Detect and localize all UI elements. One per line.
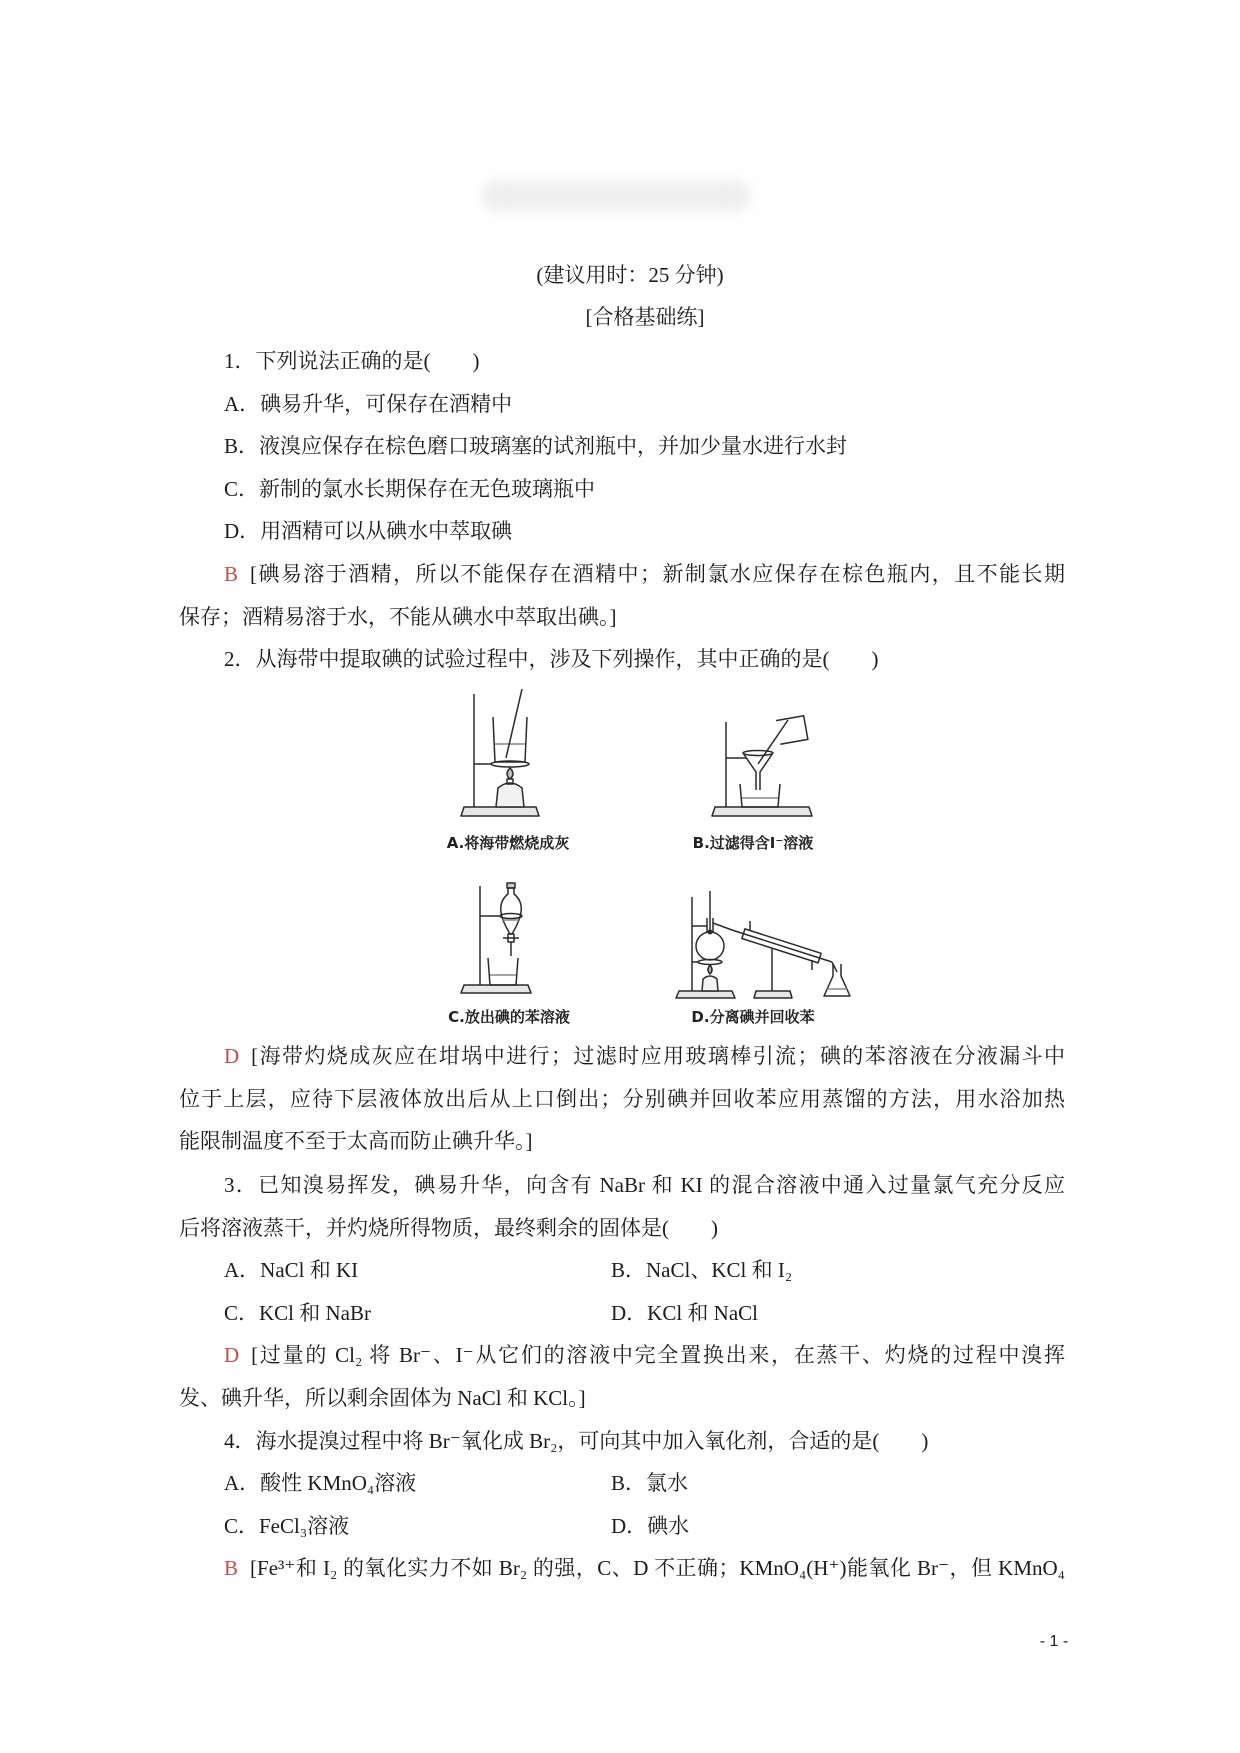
- question-1-option-b: B．液溴应保存在棕色磨口玻璃塞的试剂瓶中，并加少量水进行水封: [224, 434, 848, 458]
- question-4-option-a: A．酸性 KMnO₄溶液: [224, 1471, 417, 1495]
- figure-d-condenser-stand-base: [754, 991, 792, 998]
- question-1-answer-line-1: [224, 559, 1065, 589]
- question-3-explanation-2: 发、碘升华，所以剩余固体为 NaCl 和 KCl。]: [179, 1386, 586, 1410]
- figure-b-stand-base: [712, 807, 812, 816]
- question-4-option-d: D．碘水: [611, 1514, 690, 1538]
- figure-b-glass-rod: [758, 720, 788, 764]
- figure-a-ashing-apparatus: [461, 689, 539, 816]
- question-1-explanation-2: 保存；酒精易溶于水，不能从碘水中萃取出碘。]: [179, 605, 617, 629]
- page-number: - 1 -: [1039, 1633, 1069, 1650]
- question-3-stem-line-2: 后将溶液蒸干，并灼烧所得物质，最终剩余的固体是( ): [179, 1216, 718, 1240]
- figure-a-glass-rod: [506, 689, 522, 758]
- figure-d-receiving-flask: [824, 964, 850, 996]
- question-3-option-b: B．NaCl、KCl 和 I₂: [611, 1258, 793, 1282]
- figure-c-iron-ring: [500, 914, 522, 919]
- question-4-stem: 4．海水提溴过程中将 Br⁻氧化成 Br₂，可向其中加入氧化剂，合适的是( ): [224, 1429, 929, 1453]
- figure-a-alcohol-lamp: [496, 783, 524, 807]
- question-3-answer-letter: D: [224, 1343, 240, 1367]
- figure-d-side-arm: [713, 923, 732, 930]
- question-2-answer-letter: D: [224, 1044, 240, 1068]
- question-3-option-d: D．KCl 和 NaCl: [611, 1301, 758, 1325]
- figure-d-alcohol-lamp: [702, 976, 718, 991]
- question-1-stem: 1．下列说法正确的是( ): [224, 349, 480, 373]
- question-2-answer-line-1: [224, 1041, 1065, 1071]
- question-1-option-d: D．用酒精可以从碘水中萃取碘: [224, 519, 513, 543]
- question-4-answer-letter: B: [224, 1556, 239, 1580]
- figure-c-separatory-funnel-apparatus: [461, 883, 531, 993]
- question-3-option-a: A．NaCl 和 KI: [224, 1258, 359, 1282]
- figure-c-beaker: [488, 958, 518, 985]
- question-3-stem-line-1: 3．已知溴易挥发，碘易升华，向含有 NaBr 和 KI 的混合溶液中通入过量氯气充分反应: [224, 1173, 1065, 1197]
- figure-d-distilling-flask: [696, 932, 724, 960]
- figure-caption-d: D.分离碘并回收苯: [691, 1008, 815, 1026]
- figure-c-separatory-funnel: [501, 888, 522, 934]
- question-2-explanation-3: 能限制温度不至于太高而防止碘升华。]: [179, 1129, 533, 1153]
- figure-b-filtration-apparatus: [712, 716, 812, 816]
- figure-a-stand-base: [461, 807, 539, 816]
- question-1-answer-letter: B: [224, 562, 239, 586]
- question-3-answer-line-1: [224, 1340, 1065, 1370]
- question-4-option-b: B．氯水: [611, 1471, 689, 1495]
- question-4-answer-line-1: [224, 1553, 1065, 1583]
- figure-b-funnel: [743, 753, 773, 790]
- question-3-option-c: C．KCl 和 NaBr: [224, 1301, 371, 1325]
- figure-c-stand-base: [461, 985, 531, 993]
- figure-d-distillation-apparatus: [676, 891, 850, 998]
- figure-b-funnel-rim: [743, 751, 773, 756]
- question-1-option-c: C．新制的氯水长期保存在无色玻璃瓶中: [224, 477, 596, 501]
- section-title: [合格基础练]: [585, 305, 705, 329]
- blurred-title: [482, 181, 751, 211]
- question-4-explanation-1: [Fe³⁺和 I₂ 的氧化实力不如 Br₂ 的强，C、D 不正确；KMnO₄(H⁺)能氧化 Br⁻，但 KMnO₄: [250, 1556, 1065, 1580]
- question-3-explanation-1: [过量的 Cl₂ 将 Br⁻、I⁻从它们的溶液中完全置换出来，在蒸干、灼烧的过程中溴挥: [251, 1343, 1065, 1367]
- figure-caption-a: A.将海带燃烧成灰: [446, 834, 570, 852]
- figure-caption-b: B.过滤得含I⁻溶液: [692, 834, 814, 852]
- question-2-explanation-2: 位于上层，应待下层液体放出后从上口倒出；分别碘并回收苯应用蒸馏的方法，用水浴加热: [179, 1087, 1065, 1111]
- question-2-stem: 2．从海带中提取碘的试验过程中，涉及下列操作，其中正确的是( ): [224, 647, 879, 671]
- figure-a-flame: [507, 768, 513, 779]
- figure-d-wire-gauze: [698, 960, 722, 965]
- question-1-explanation-1: [碘易溶于酒精，所以不能保存在酒精中；新制氯水应保存在棕色瓶内，且不能长期: [250, 562, 1065, 586]
- question-4-option-c: C．FeCl₃溶液: [224, 1514, 350, 1538]
- question-2-explanation-1: [海带灼烧成灰应在坩埚中进行；过滤时应用玻璃棒引流；碘的苯溶液在分液漏斗中: [251, 1044, 1065, 1068]
- time-hint: (建议用时：25 分钟): [536, 263, 724, 287]
- figure-caption-c: C.放出碘的苯溶液: [448, 1008, 570, 1026]
- figure-d-condenser-inner-tube: [732, 930, 832, 962]
- figure-d-left-stand-base: [676, 991, 735, 998]
- question-1-option-a: A．碘易升华，可保存在酒精中: [224, 392, 513, 416]
- figure-d-flame: [708, 965, 712, 974]
